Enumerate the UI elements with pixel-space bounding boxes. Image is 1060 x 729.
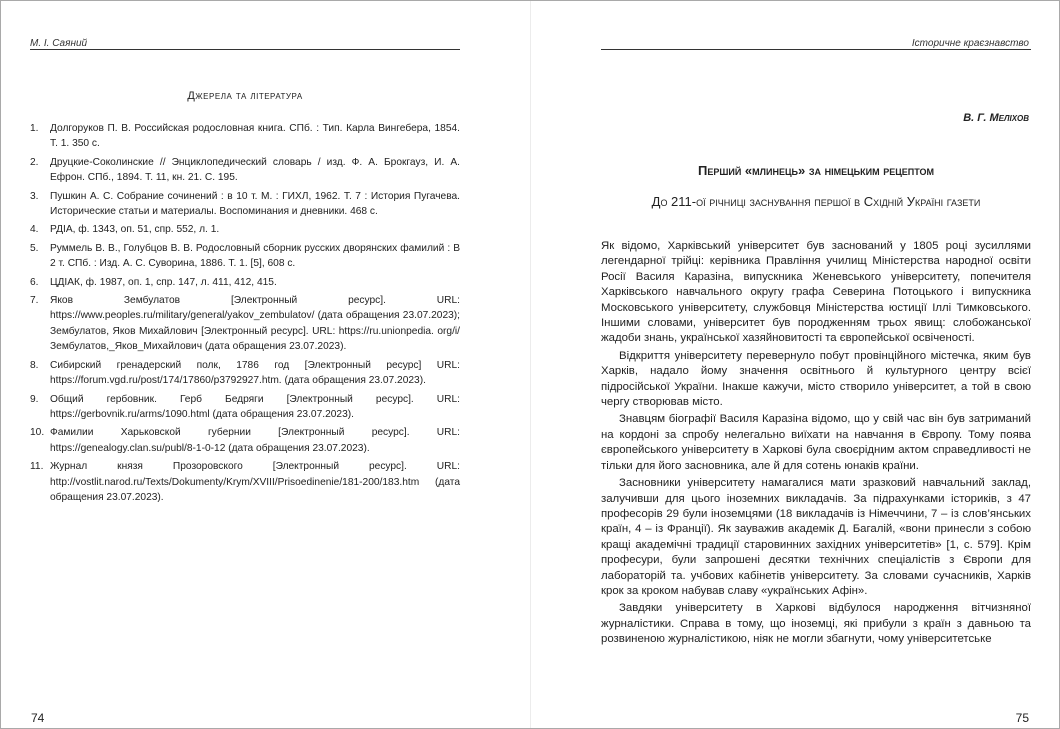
reference-item [30,425,460,456]
reference-text: Фамилии Харьковской губернии [Электронный ресурс]. URL: https://genealogy.clan.su/publ/8-1-0-12 (дата обращения 23.07.2023). [50,427,460,454]
left-header-rule [30,49,460,50]
left-page [1,1,531,728]
right-page [531,1,1059,728]
references-list [30,121,460,508]
body-paragraph: Як відомо, Харківський університет був заснований у 1805 році зусиллями легендарної трійці: керівника Правління училищ Міністерства народної освіти Росії Василя Каразіна, випускника Женевського університету, попечителя Харківського навчального округу графа Северина Потоцького і випускника Московського університету, службовця Міністерства юстиції Іллі Тимковського. Іншими словами, університет був породженням трьох явищ: слобожанської жадоби знань, української хазяйновитості та європейської освіченості. [601,240,1031,345]
reference-item [30,155,460,186]
reference-number: 11. [30,461,44,473]
reference-number: 2. [30,156,39,168]
reference-text: Общий гербовник. Герб Бедряги [Электронный ресурс]. URL: https://gerbovnik.ru/arms/1090.html (дата обращения 23.07.2023). [50,393,460,420]
reference-text: Руммель В. В., Голубцов В. В. Родословный сборник русских дворянских фамилий : В 2 т. СПб. : Изд. А. С. Суворина, 1886. Т. 1. [5], 608 с. [50,242,460,270]
reference-item [30,392,460,423]
reference-text: Сибирский гренадерский полк, 1786 год [Электронный ресурс] URL: https://forum.vgd.ru/post/174/17860/p3792927.htm. (дата обращения 23.07.2023). [50,359,460,387]
reference-number: 9. [30,393,39,405]
reference-number: 6. [30,276,39,288]
reference-number: 1. [30,123,39,134]
article-subtitle: До 211-ої річниці заснування першої в Східній Україні газети [651,194,981,209]
reference-number: 7. [30,295,39,307]
reference-item [30,459,460,505]
reference-item [30,293,460,355]
left-running-head: М. І. Саяний [30,38,88,49]
article-title: Перший «млинець» за німецьким рецептом [697,163,935,178]
right-page-number: 75 [1015,711,1029,725]
reference-item [30,358,460,389]
reference-text: РДІА, ф. 1343, оп. 51, спр. 552, л. 1. [50,224,220,236]
reference-item [30,241,460,272]
reference-number: 3. [30,190,39,202]
body-paragraph: Засновники університету намагалися мати зразковий навчальний заклад, залучивши для цього іноземних викладачів. За підрахунками істориків, з 47 професорів 29 були іноземцями (18 викладачів із Німеччини, 7 – із слов’янських країн, 4 – із Франції). Як зауважив академік Д. Багалій, «вони принесли з собою кращі академічні традиції старовинних західних університетів» [1, с. 579]. Крім професури, були запрошені десятки технічних спеціалістів з Європи для лабораторій та. учбових кабінетів університету. За словами сучасників, Харків крок за кроком набував славу «українських Афін». [601,477,1031,597]
right-header-rule [601,49,1031,50]
body-paragraph: Завдяки університету в Харкові відбулося народження вітчизняної журналістики. Справа в тому, що іноземці, які прибули з країн з давньою та розвиненою журналістикою, ніяк не могли збагнути, чому університетське [601,602,1031,646]
references-heading: Джерела та література [187,90,303,102]
reference-item [30,121,460,152]
right-running-head: Історичне краєзнавство [911,38,1029,49]
reference-number: 10. [30,427,45,439]
reference-text: Журнал князя Прозоровского [Электронный ресурс]. URL: http://vostlit.narod.ru/Texts/Dokumenty/Krym/XVIII/Prisoedinenie/181-200/183.htm (дата обращения 23.07.2023). [50,461,460,503]
reference-item [30,275,460,290]
reference-item [30,189,460,220]
article-body [601,239,1031,650]
reference-number: 5. [30,242,39,254]
reference-text: Пушкин А. С. Собрание сочинений : в 10 т. М. : ГИХЛ, 1962. Т. 7 : История Пугачева. Исторические статьи и материалы. Воспоминания и дневники. 468 с. [50,190,460,218]
reference-text: Долгоруков П. В. Российская родословная книга. СПб. : Тип. Карла Вингебера, 1854. Т. 1. 350 с. [50,123,460,150]
body-paragraph: Знавцям біографії Василя Каразіна відомо, що у свій час він був затриманий на кордоні за спробу нелегально виїхати на навчання в Європу. Тому поява європейського університету в Харкові була своєрідним актом справедливості не тільки для його засновника, але й для сотень юнаків країни. [601,413,1031,472]
reference-text: Яков Зембулатов [Электронный ресурс]. URL: https://www.peoples.ru/military/general/yakov_zembulatov/ (дата обращения 23.07.2023); Зембулатов, Яков Михайлович [Электронный ресурс]. URL: https://ru.unionpedia. org/i/Зембулатов,_Яков_Михайлович (дата обращения 23.07.2023). [50,295,460,353]
article-author: В. Г. Меліхов [963,112,1029,124]
reference-text: ЦДІАК, ф. 1987, оп. 1, спр. 147, л. 411, 412, 415. [50,276,277,288]
reference-text: Друцкие-Соколинские // Энциклопедический словарь / изд. Ф. А. Брокгауз, И. А. Ефрон. СПб., 1894. Т. 11, кн. 21. С. 195. [50,156,460,184]
reference-number: 8. [30,359,39,371]
reference-number: 4. [30,224,39,236]
body-paragraph: Відкриття університету перевернуло побут провінційного містечка, яким був Харків, надало йому значення освітнього й культурного центру всієї підросійської України. Інакше кажучи, місто створило університет, а той в свою чергу створював місто. [601,349,1031,409]
reference-item [30,222,460,237]
left-page-number: 74 [31,711,45,725]
